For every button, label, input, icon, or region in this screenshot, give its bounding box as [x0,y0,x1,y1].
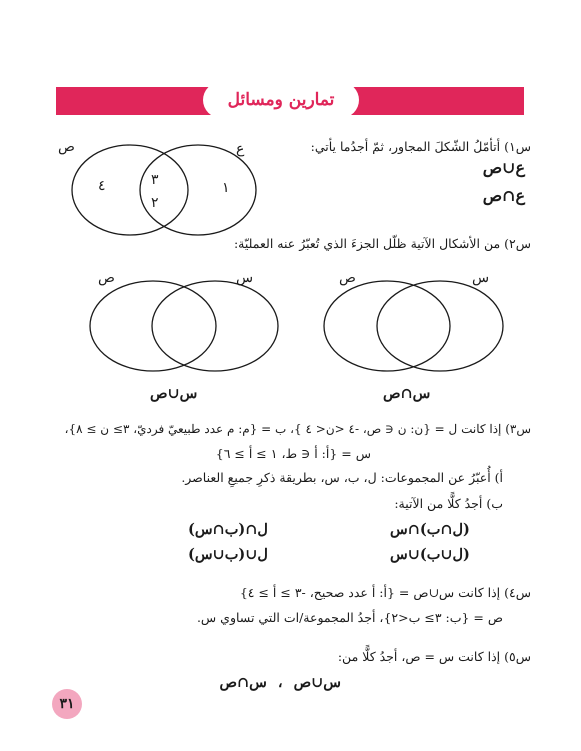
venn-set-left [72,145,188,235]
q2-d2-label-right: س [236,270,254,286]
q1-region-right: ١ [222,180,230,196]
q1-region-middle-bottom: ٢ [151,195,159,211]
page-number-badge: ٣١ [52,689,82,719]
q1-label-left-set: ص [58,139,75,155]
q1-region-left: ٤ [98,178,106,194]
q3-line-1: س٣) إذا كانت ل = {ن: ن ∈ ص، -٤ <ن< ٤ }، ب = {م: م عدد طبيعيّ فرديّ، ٣≥ ن ≥ ٨}، [64,422,531,436]
q1-region-middle-top: ٣ [151,172,159,188]
q2-d1-label-left: ص [339,270,356,286]
section-title: تمارين ومسائل [227,90,335,110]
q2-venn-diagram-1 [318,278,508,378]
q4-line-1: س٤) إذا كانت س∪ص = {أ: أ عدد صحيح، -٣ ≥ أ ≥ ٤} [239,585,531,600]
q3-expr-3: (ل∪ب)∪س [390,546,470,563]
q1-answer-intersection: ع∩ص [482,186,525,205]
q5-answers: س∪ص ، س∩ص [219,674,341,691]
venn-set-right [140,145,256,235]
q5-text: س٥) إذا كانت س = ص، أجدُ كلًّا من: [337,649,531,664]
q2-d2-label-left: ص [98,270,115,286]
q3-part-a: أ) أُعبّرُ عن المجموعات: ل، ب، س، بطريقة ذكرِ جميعِ العناصر. [181,470,503,485]
q1-answer-union: ع∪ص [482,158,525,177]
q2-d1-caption: س∩ص [383,385,431,402]
q3-expr-4: ل∪(ب∪س) [188,546,268,563]
q3-expr-1: (ل∩ب)∩س [390,521,470,538]
q2-d2-caption: س∪ص [150,385,198,402]
q2-d1-label-right: س [472,270,490,286]
q3-expr-2: ل∩(ب∩س) [188,521,268,538]
q1-text: س١) أتأمّلُ الشّكلَ المجاور، ثمّ أجدُما يأتي: [310,139,531,154]
q2-text: س٢) من الأشكال الآتية ظلّل الجزءَ الذي تُعبّرُ عنه العمليّة: [233,236,531,251]
q3-line-2: س = {أ: أ ∈ ط، ١ ≥ أ ≥ ٦} [215,446,371,461]
q3-part-b: ب) أجدُ كلًّا من الآتية: [394,496,503,511]
q2-venn-diagram-2 [82,278,272,378]
q4-line-2: ص = {ب: ٣≥ ب<٢}، أجدُ المجموعة/ات التي تساوي س. [196,610,503,625]
q1-label-right-set: ع [236,141,245,157]
